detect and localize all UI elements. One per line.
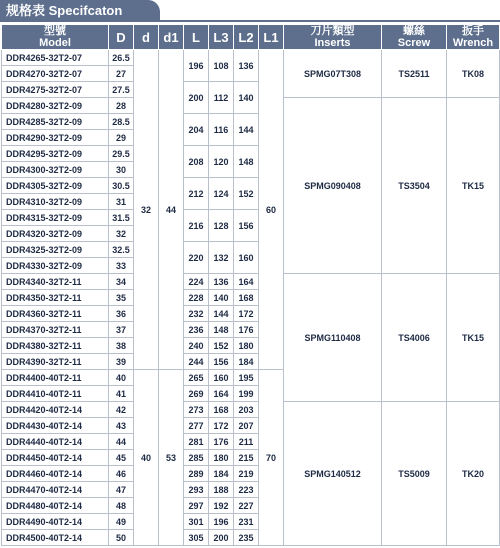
length-L-cell: 232	[184, 306, 209, 322]
length-L3-cell: 160	[209, 370, 234, 386]
model-cell: DDR4325-32T2-09	[2, 242, 109, 258]
diameter-cell: 30	[109, 162, 134, 178]
insert-cell: SPMG140512	[284, 402, 382, 546]
title-bar	[0, 0, 500, 23]
length-L2-cell: 184	[234, 354, 259, 370]
model-cell: DDR4450-40T2-14	[2, 450, 109, 466]
length-L3-cell: 108	[209, 50, 234, 82]
table-row	[2, 274, 500, 290]
model-cell: DDR4440-40T2-14	[2, 434, 109, 450]
model-cell: DDR4320-32T2-09	[2, 226, 109, 242]
length-L2-cell: 211	[234, 434, 259, 450]
col-header-d1: d1	[159, 25, 184, 50]
length-L3-cell: 156	[209, 354, 234, 370]
model-cell: DDR4280-32T2-09	[2, 98, 109, 114]
diameter-cell: 34	[109, 274, 134, 290]
length-L2-cell: 223	[234, 482, 259, 498]
length-L2-cell: 148	[234, 146, 259, 178]
wrench-cell: TK20	[447, 402, 500, 546]
length-L3-cell: 148	[209, 322, 234, 338]
length-L3-cell: 128	[209, 210, 234, 242]
diameter-cell: 48	[109, 498, 134, 514]
col-header-screw: 螺絲 Screw	[382, 25, 447, 50]
diameter-cell: 30.5	[109, 178, 134, 194]
model-cell: DDR4480-40T2-14	[2, 498, 109, 514]
length-L2-cell: 144	[234, 114, 259, 146]
screw-cell: TS4006	[382, 274, 447, 402]
col-header-L2: L2	[234, 25, 259, 50]
insert-cell: SPMG07T308	[284, 50, 382, 98]
diameter-cell: 28.5	[109, 114, 134, 130]
length-L3-cell: 168	[209, 402, 234, 418]
length-L-cell: 220	[184, 242, 209, 274]
length-L3-cell: 172	[209, 418, 234, 434]
length-L-cell: 281	[184, 434, 209, 450]
model-cell: DDR4295-32T2-09	[2, 146, 109, 162]
title-underline	[0, 20, 500, 22]
length-L3-cell: 180	[209, 450, 234, 466]
model-cell: DDR4290-32T2-09	[2, 130, 109, 146]
length-L-cell: 305	[184, 530, 209, 546]
length-L-cell: 204	[184, 114, 209, 146]
shank-d-cell: 40	[134, 370, 159, 546]
table-row	[2, 402, 500, 418]
insert-cell: SPMG110408	[284, 274, 382, 402]
screw-cell: TS5009	[382, 402, 447, 546]
diameter-cell: 32.5	[109, 242, 134, 258]
length-L2-cell: 172	[234, 306, 259, 322]
diameter-cell: 36	[109, 306, 134, 322]
spec-table	[1, 24, 500, 546]
spec-table-body	[2, 50, 500, 546]
length-L3-cell: 144	[209, 306, 234, 322]
length-L3-cell: 164	[209, 386, 234, 402]
length-L-cell: 285	[184, 450, 209, 466]
length-L3-cell: 116	[209, 114, 234, 146]
diameter-cell: 42	[109, 402, 134, 418]
diameter-cell: 28	[109, 98, 134, 114]
diameter-cell: 38	[109, 338, 134, 354]
model-cell: DDR4370-32T2-11	[2, 322, 109, 338]
length-L1-cell: 60	[259, 50, 284, 370]
col-header-D: D	[109, 25, 134, 50]
length-L-cell: 269	[184, 386, 209, 402]
length-L2-cell: 152	[234, 178, 259, 210]
length-L-cell: 224	[184, 274, 209, 290]
length-L3-cell: 120	[209, 146, 234, 178]
length-L1-cell: 70	[259, 370, 284, 546]
length-L-cell: 228	[184, 290, 209, 306]
model-cell: DDR4270-32T2-07	[2, 66, 109, 82]
length-L2-cell: 176	[234, 322, 259, 338]
length-L3-cell: 124	[209, 178, 234, 210]
model-cell: DDR4410-40T2-11	[2, 386, 109, 402]
model-cell: DDR4360-32T2-11	[2, 306, 109, 322]
length-L-cell: 212	[184, 178, 209, 210]
model-cell: DDR4275-32T2-07	[2, 82, 109, 98]
wrench-cell: TK15	[447, 274, 500, 402]
model-cell: DDR4380-32T2-11	[2, 338, 109, 354]
length-L-cell: 244	[184, 354, 209, 370]
diameter-cell: 44	[109, 434, 134, 450]
diameter-cell: 31	[109, 194, 134, 210]
model-cell: DDR4305-32T2-09	[2, 178, 109, 194]
diameter-cell: 35	[109, 290, 134, 306]
model-cell: DDR4390-32T2-11	[2, 354, 109, 370]
model-cell: DDR4420-40T2-14	[2, 402, 109, 418]
length-L2-cell: 231	[234, 514, 259, 530]
length-L2-cell: 164	[234, 274, 259, 290]
diameter-cell: 26.5	[109, 50, 134, 66]
length-L2-cell: 156	[234, 210, 259, 242]
model-cell: DDR4460-40T2-14	[2, 466, 109, 482]
diameter-cell: 45	[109, 450, 134, 466]
diameter-cell: 33	[109, 258, 134, 274]
diameter-cell: 32	[109, 226, 134, 242]
d1-cell: 53	[159, 370, 184, 546]
length-L-cell: 301	[184, 514, 209, 530]
diameter-cell: 27.5	[109, 82, 134, 98]
col-header-wrench: 扳手 Wrench	[447, 25, 500, 50]
insert-cell: SPMG090408	[284, 98, 382, 274]
length-L3-cell: 196	[209, 514, 234, 530]
length-L-cell: 273	[184, 402, 209, 418]
page-title: 规格表 Specifcaton	[0, 0, 160, 21]
diameter-cell: 31.5	[109, 210, 134, 226]
length-L-cell: 297	[184, 498, 209, 514]
length-L2-cell: 195	[234, 370, 259, 386]
length-L-cell: 216	[184, 210, 209, 242]
model-cell: DDR4315-32T2-09	[2, 210, 109, 226]
model-cell: DDR4330-32T2-09	[2, 258, 109, 274]
length-L3-cell: 112	[209, 82, 234, 114]
col-header-d: d	[134, 25, 159, 50]
length-L2-cell: 199	[234, 386, 259, 402]
length-L3-cell: 184	[209, 466, 234, 482]
length-L3-cell: 140	[209, 290, 234, 306]
diameter-cell: 27	[109, 66, 134, 82]
diameter-cell: 41	[109, 386, 134, 402]
length-L3-cell: 132	[209, 242, 234, 274]
col-header-L1: L1	[259, 25, 284, 50]
diameter-cell: 49	[109, 514, 134, 530]
d1-cell: 44	[159, 50, 184, 370]
length-L3-cell: 152	[209, 338, 234, 354]
model-cell: DDR4490-40T2-14	[2, 514, 109, 530]
length-L-cell: 265	[184, 370, 209, 386]
model-cell: DDR4500-40T2-14	[2, 530, 109, 546]
diameter-cell: 29.5	[109, 146, 134, 162]
model-cell: DDR4300-32T2-09	[2, 162, 109, 178]
col-header-inserts: 刀片類型 Inserts	[284, 25, 382, 50]
length-L3-cell: 188	[209, 482, 234, 498]
length-L-cell: 200	[184, 82, 209, 114]
diameter-cell: 29	[109, 130, 134, 146]
length-L-cell: 208	[184, 146, 209, 178]
diameter-cell: 39	[109, 354, 134, 370]
model-cell: DDR4310-32T2-09	[2, 194, 109, 210]
length-L-cell: 240	[184, 338, 209, 354]
model-cell: DDR4265-32T2-07	[2, 50, 109, 66]
length-L3-cell: 136	[209, 274, 234, 290]
length-L2-cell: 227	[234, 498, 259, 514]
table-row	[2, 50, 500, 66]
model-cell: DDR4285-32T2-09	[2, 114, 109, 130]
diameter-cell: 50	[109, 530, 134, 546]
length-L-cell: 236	[184, 322, 209, 338]
length-L3-cell: 200	[209, 530, 234, 546]
col-header-L: L	[184, 25, 209, 50]
wrench-cell: TK08	[447, 50, 500, 98]
length-L2-cell: 140	[234, 82, 259, 114]
length-L-cell: 293	[184, 482, 209, 498]
length-L2-cell: 180	[234, 338, 259, 354]
length-L-cell: 277	[184, 418, 209, 434]
col-header-L3: L3	[209, 25, 234, 50]
length-L2-cell: 215	[234, 450, 259, 466]
length-L3-cell: 176	[209, 434, 234, 450]
length-L-cell: 196	[184, 50, 209, 82]
length-L2-cell: 168	[234, 290, 259, 306]
wrench-cell: TK15	[447, 98, 500, 274]
diameter-cell: 37	[109, 322, 134, 338]
diameter-cell: 43	[109, 418, 134, 434]
screw-cell: TS2511	[382, 50, 447, 98]
screw-cell: TS3504	[382, 98, 447, 274]
length-L2-cell: 136	[234, 50, 259, 82]
length-L2-cell: 219	[234, 466, 259, 482]
length-L3-cell: 192	[209, 498, 234, 514]
length-L2-cell: 235	[234, 530, 259, 546]
model-cell: DDR4350-32T2-11	[2, 290, 109, 306]
diameter-cell: 46	[109, 466, 134, 482]
model-cell: DDR4430-40T2-14	[2, 418, 109, 434]
model-cell: DDR4400-40T2-11	[2, 370, 109, 386]
length-L2-cell: 160	[234, 242, 259, 274]
length-L-cell: 289	[184, 466, 209, 482]
length-L2-cell: 207	[234, 418, 259, 434]
diameter-cell: 47	[109, 482, 134, 498]
header-row	[2, 25, 500, 50]
diameter-cell: 40	[109, 370, 134, 386]
model-cell: DDR4470-40T2-14	[2, 482, 109, 498]
model-cell: DDR4340-32T2-11	[2, 274, 109, 290]
shank-d-cell: 32	[134, 50, 159, 370]
length-L2-cell: 203	[234, 402, 259, 418]
col-header-model: 型號 Model	[2, 25, 109, 50]
